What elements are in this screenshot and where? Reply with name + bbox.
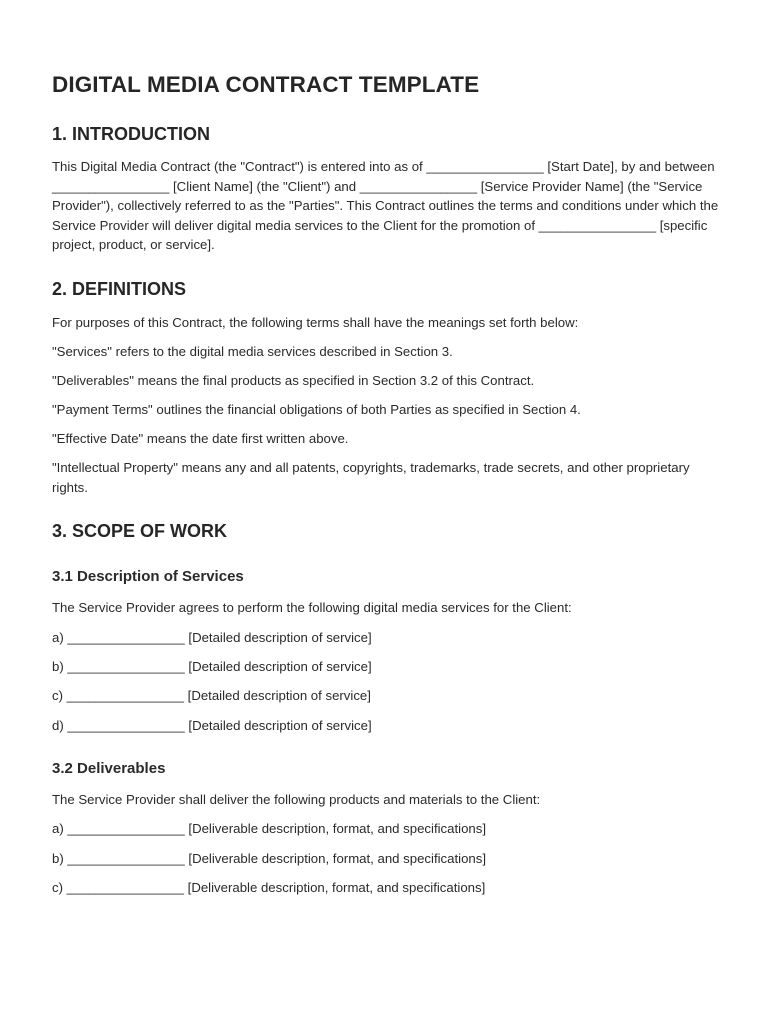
services-intro: The Service Provider agrees to perform the following digital media services for the Client: [52, 600, 572, 616]
definitions-list [52, 313, 722, 498]
subsection-deliverables-title: 3.2 Deliverables [52, 760, 166, 778]
section-definitions-title: 2. DEFINITIONS [52, 278, 187, 299]
document-page [52, 70, 722, 898]
deliverables-intro: The Service Provider shall deliver the following products and materials to the Client: [52, 792, 541, 808]
list-item: b) ________________ [Detailed description of service] [52, 659, 372, 675]
definition-payment-terms: "Payment Terms" outlines the financial obligations of both Parties as specified in Section 4. [52, 402, 581, 418]
definition-deliverables: "Deliverables" means the final products as specified in Section 3.2 of this Contract. [52, 372, 535, 388]
list-item: b) ________________ [Deliverable description, format, and specifications] [52, 850, 486, 866]
definition-effective-date: "Effective Date" means the date first written above. [52, 431, 349, 447]
definition-intellectual-property: "Intellectual Property" means any and all patents, copyrights, trademarks, trade secrets, and other proprietary rights. [52, 460, 690, 495]
services-list [52, 598, 722, 735]
definitions-intro: For purposes of this Contract, the following terms shall have the meanings set forth below: [52, 314, 579, 330]
section-introduction-title: 1. INTRODUCTION [52, 124, 211, 144]
definition-services: "Services" refers to the digital media services described in Section 3. [52, 343, 453, 359]
deliverables-list [52, 790, 722, 897]
document-title: DIGITAL MEDIA CONTRACT TEMPLATE [52, 72, 480, 97]
list-item: c) ________________ [Deliverable description, format, and specifications] [52, 880, 486, 896]
subsection-services-title: 3.1 Description of Services [52, 568, 244, 586]
list-item: a) ________________ [Detailed description of service] [52, 629, 372, 645]
list-item: d) ________________ [Detailed description of service] [52, 717, 372, 733]
list-item: a) ________________ [Deliverable description, format, and specifications] [52, 821, 486, 837]
section-scope-title: 3. SCOPE OF WORK [52, 521, 228, 542]
introduction-paragraph: This Digital Media Contract (the "Contract") is entered into as of ________________ [Start Date], by and between ________________ [Client Name] (the "Client") and ________________ [Service Provider Name] (the "Service Provider"), collectively referred to as the "Parties". This Contract outlines the terms and conditions under which the Service Provider will deliver digital media services to the Client for the promotion of ________________ [specific project, product, or service]. [52, 159, 719, 252]
list-item: c) ________________ [Detailed description of service] [52, 688, 371, 704]
